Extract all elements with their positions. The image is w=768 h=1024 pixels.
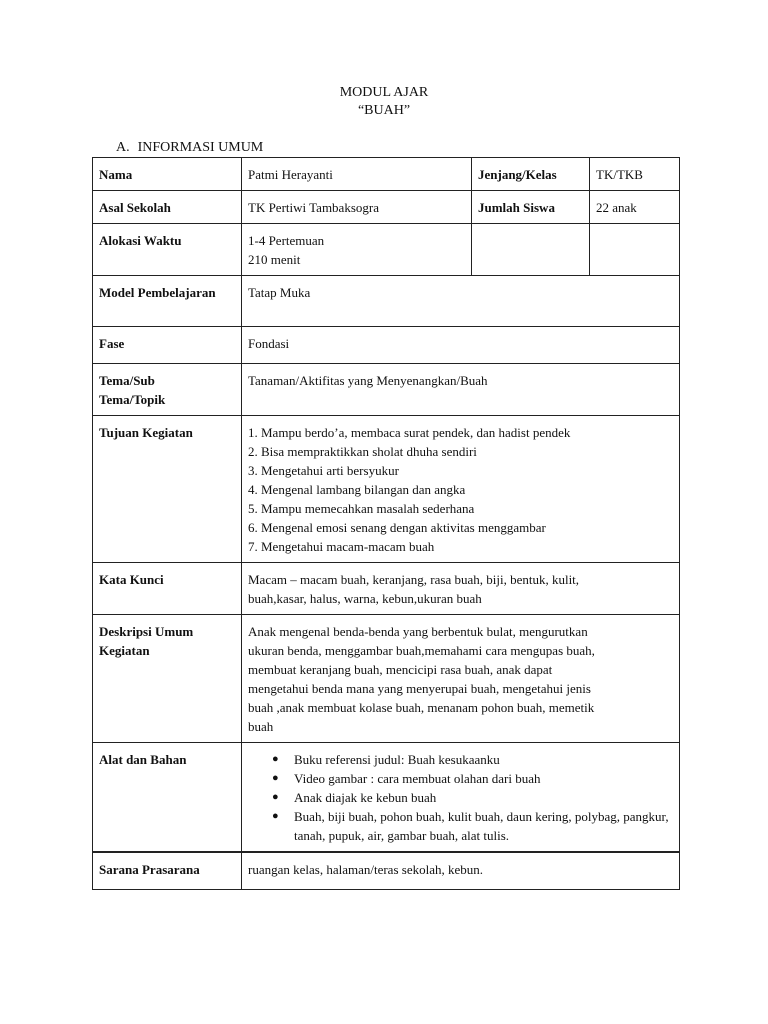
value-asal-sekolah: TK Pertiwi Tambaksogra	[242, 191, 472, 224]
label-asal-sekolah: Asal Sekolah	[93, 191, 242, 224]
list-item: ● Video gambar : cara membuat olahan dari buah	[294, 769, 673, 788]
table-row-tujuan	[93, 416, 680, 563]
label-alokasi-waktu: Alokasi Waktu	[93, 224, 242, 276]
value-alat-bahan	[242, 743, 680, 853]
document-title: MODUL AJAR	[339, 85, 429, 100]
tujuan-item: 3. Mengetahui arti bersyukur	[248, 463, 399, 478]
table-row-alat-bahan	[93, 743, 680, 853]
value-nama: Patmi Herayanti	[242, 158, 472, 191]
value-sarana-prasarana: ruangan kelas, halaman/teras sekolah, kebun.	[242, 852, 680, 889]
document-title-block	[0, 84, 768, 120]
label-fase: Fase	[93, 327, 242, 364]
tujuan-item: 5. Mampu memecahkan masalah sederhana	[248, 501, 475, 516]
value-tujuan-kegiatan	[242, 416, 680, 563]
tujuan-item: 7. Mengetahui macam-macam buah	[248, 539, 435, 554]
label-jumlah-siswa: Jumlah Siswa	[472, 191, 590, 224]
label-nama: Nama	[93, 158, 242, 191]
deskripsi-line: buah	[248, 719, 274, 734]
tujuan-item: 4. Mengenal lambang bilangan dan angka	[248, 482, 466, 497]
label-jenjang-kelas: Jenjang/Kelas	[472, 158, 590, 191]
tema-label-line: Tema/Topik	[99, 392, 166, 407]
alokasi-line: 210 menit	[248, 252, 301, 267]
section-title: INFORMASI UMUM	[137, 140, 264, 155]
empty-cell	[472, 224, 590, 276]
tujuan-item: 1. Mampu berdo’a, membaca surat pendek, dan hadist pendek	[248, 425, 571, 440]
label-model-pembelajaran: Model Pembelajaran	[93, 276, 242, 327]
deskripsi-label-line: Kegiatan	[99, 643, 150, 658]
list-item: ● Buku referensi judul: Buah kesukaanku	[294, 750, 673, 769]
label-tujuan-kegiatan: Tujuan Kegiatan	[93, 416, 242, 563]
alokasi-line: 1-4 Pertemuan	[248, 233, 325, 248]
table-row-deskripsi	[93, 615, 680, 743]
list-item: ● Buah, biji buah, pohon buah, kulit buah, daun kering, polybag, pangkur, tanah, pupuk, air, gambar buah, alat tulis.	[294, 807, 673, 845]
label-sarana-prasarana: Sarana Prasarana	[93, 852, 242, 889]
table-row-alokasi-waktu	[93, 224, 680, 276]
section-heading	[116, 140, 263, 156]
value-deskripsi	[242, 615, 680, 743]
list-item: ● Anak diajak ke kebun buah	[294, 788, 673, 807]
value-tema: Tanaman/Aktifitas yang Menyenangkan/Buah	[242, 364, 680, 416]
label-alat-bahan: Alat dan Bahan	[93, 743, 242, 853]
alat-bahan-list	[248, 750, 673, 845]
table-row-asal-sekolah	[93, 191, 680, 224]
deskripsi-label-line: Deskripsi Umum	[99, 624, 194, 639]
label-tema	[93, 364, 242, 416]
table-row-kata-kunci	[93, 563, 680, 615]
tujuan-item: 2. Bisa mempraktikkan sholat dhuha sendiri	[248, 444, 477, 459]
deskripsi-line: mengetahui benda mana yang menyerupai buah, mengetahui jenis	[248, 681, 591, 696]
value-fase: Fondasi	[242, 327, 680, 364]
deskripsi-line: membuat keranjang buah, mencicipi rasa buah, anak dapat	[248, 662, 553, 677]
kata-kunci-line: Macam – macam buah, keranjang, rasa buah, biji, bentuk, kulit,	[248, 572, 580, 587]
table-row-sarana	[93, 852, 680, 889]
deskripsi-line: buah ,anak membuat kolase buah, menanam pohon buah, memetik	[248, 700, 595, 715]
tujuan-item: 6. Mengenal emosi senang dengan aktivitas menggambar	[248, 520, 546, 535]
value-jumlah-siswa: 22 anak	[590, 191, 680, 224]
value-jenjang-kelas: TK/TKB	[590, 158, 680, 191]
table-row-fase	[93, 327, 680, 364]
info-table	[92, 157, 680, 890]
deskripsi-line: ukuran benda, menggambar buah,memahami cara mengupas buah,	[248, 643, 595, 658]
table-row-nama	[93, 158, 680, 191]
value-alokasi-waktu	[242, 224, 472, 276]
document-subtitle: “BUAH”	[357, 103, 411, 118]
value-kata-kunci	[242, 563, 680, 615]
label-deskripsi	[93, 615, 242, 743]
deskripsi-line: Anak mengenal benda-benda yang berbentuk bulat, mengurutkan	[248, 624, 588, 639]
section-letter: A.	[116, 140, 130, 155]
label-kata-kunci: Kata Kunci	[93, 563, 242, 615]
empty-cell	[590, 224, 680, 276]
table-row-model	[93, 276, 680, 327]
value-model-pembelajaran: Tatap Muka	[242, 276, 680, 327]
kata-kunci-line: buah,kasar, halus, warna, kebun,ukuran buah	[248, 591, 482, 606]
tema-label-line: Tema/Sub	[99, 373, 155, 388]
table-row-tema	[93, 364, 680, 416]
